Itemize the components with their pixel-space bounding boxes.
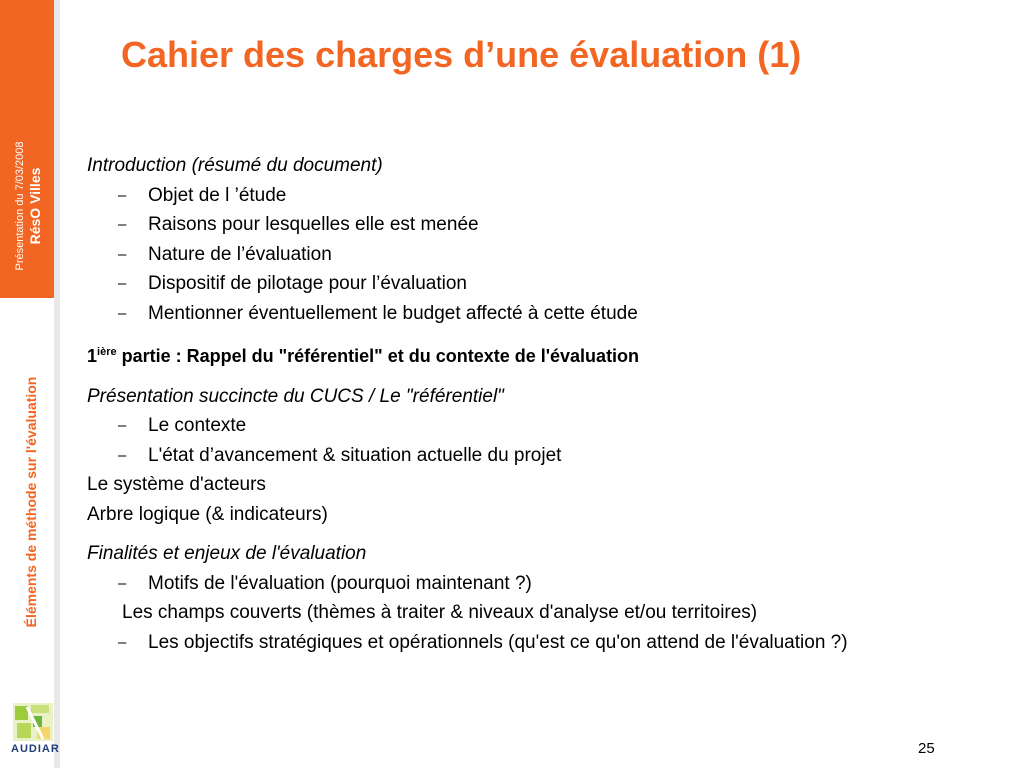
- list-item-text: L'état d’avancement & situation actuelle du projet: [148, 444, 562, 466]
- list-item: [87, 210, 1007, 240]
- list-item-text: Les objectifs stratégiques et opérationnels (qu'est ce qu'on attend de l'évaluation ?): [148, 631, 848, 653]
- slide-body: [87, 151, 1007, 657]
- list-item-text: Mentionner éventuellement le budget affecté à cette étude: [148, 302, 638, 324]
- list-item-text: Objet de l ’étude: [148, 184, 287, 206]
- bullet-dash: –: [118, 304, 127, 322]
- list-item: [87, 411, 1007, 441]
- bullet-dash: –: [118, 574, 127, 592]
- list-item: [87, 441, 1007, 471]
- indented-line: Les champs couverts (thèmes à traiter & niveaux d'analyse et/ou territoires): [122, 602, 758, 623]
- plain-line: Arbre logique (& indicateurs): [87, 503, 328, 525]
- plain-line: Le système d'acteurs: [87, 474, 266, 495]
- list-item-text: Motifs de l'évaluation (pourquoi maintenant ?): [148, 572, 532, 594]
- part1-suffix: ière: [97, 346, 117, 358]
- list-item: [87, 569, 1007, 599]
- list-item: [87, 299, 1007, 329]
- presentation-date: Présentation du 7/03/2008: [14, 141, 26, 271]
- logo-text: AUDIAR: [11, 743, 60, 755]
- list-item: [87, 628, 1007, 658]
- list-item-text: Raisons pour lesquelles elle est menée: [148, 214, 479, 235]
- bullet-dash: –: [118, 216, 127, 233]
- bullet-dash: –: [118, 186, 127, 204]
- audiar-logo: [11, 703, 95, 759]
- part1-number: 1: [87, 346, 98, 366]
- part1-text: partie : Rappel du "référentiel" et du contexte de l'évaluation: [116, 346, 640, 366]
- list-item-text: Dispositif de pilotage pour l’évaluation: [148, 273, 467, 294]
- reso-villes-label: RésO Villes: [27, 167, 43, 245]
- page-number: 25: [918, 740, 935, 757]
- bullet-dash: –: [118, 417, 127, 434]
- bullet-dash: –: [118, 245, 127, 263]
- sidebar-divider: [54, 0, 60, 768]
- presentation-heading: Présentation succincte du CUCS / Le "référentiel": [87, 385, 504, 407]
- list-item-text: Le contexte: [148, 415, 247, 436]
- part1-heading: [87, 338, 1007, 372]
- bullet-dash: –: [118, 633, 127, 651]
- list-item: [87, 269, 1007, 299]
- finalites-heading: Finalités et enjeux de l'évaluation: [87, 543, 367, 564]
- list-item: [87, 181, 1007, 211]
- list-item-text: Nature de l’évaluation: [148, 243, 332, 265]
- vertical-section-caption: Éléments de méthode sur l'évaluation: [23, 376, 39, 628]
- presentation-caption: [13, 141, 43, 270]
- bullet-dash: –: [118, 275, 127, 292]
- intro-heading: Introduction (résumé du document): [87, 155, 383, 176]
- slide-title: Cahier des charges d’une évaluation (1): [121, 34, 802, 75]
- bullet-dash: –: [118, 446, 127, 464]
- logo-graphic-icon: [13, 703, 53, 741]
- list-item: [87, 240, 1007, 270]
